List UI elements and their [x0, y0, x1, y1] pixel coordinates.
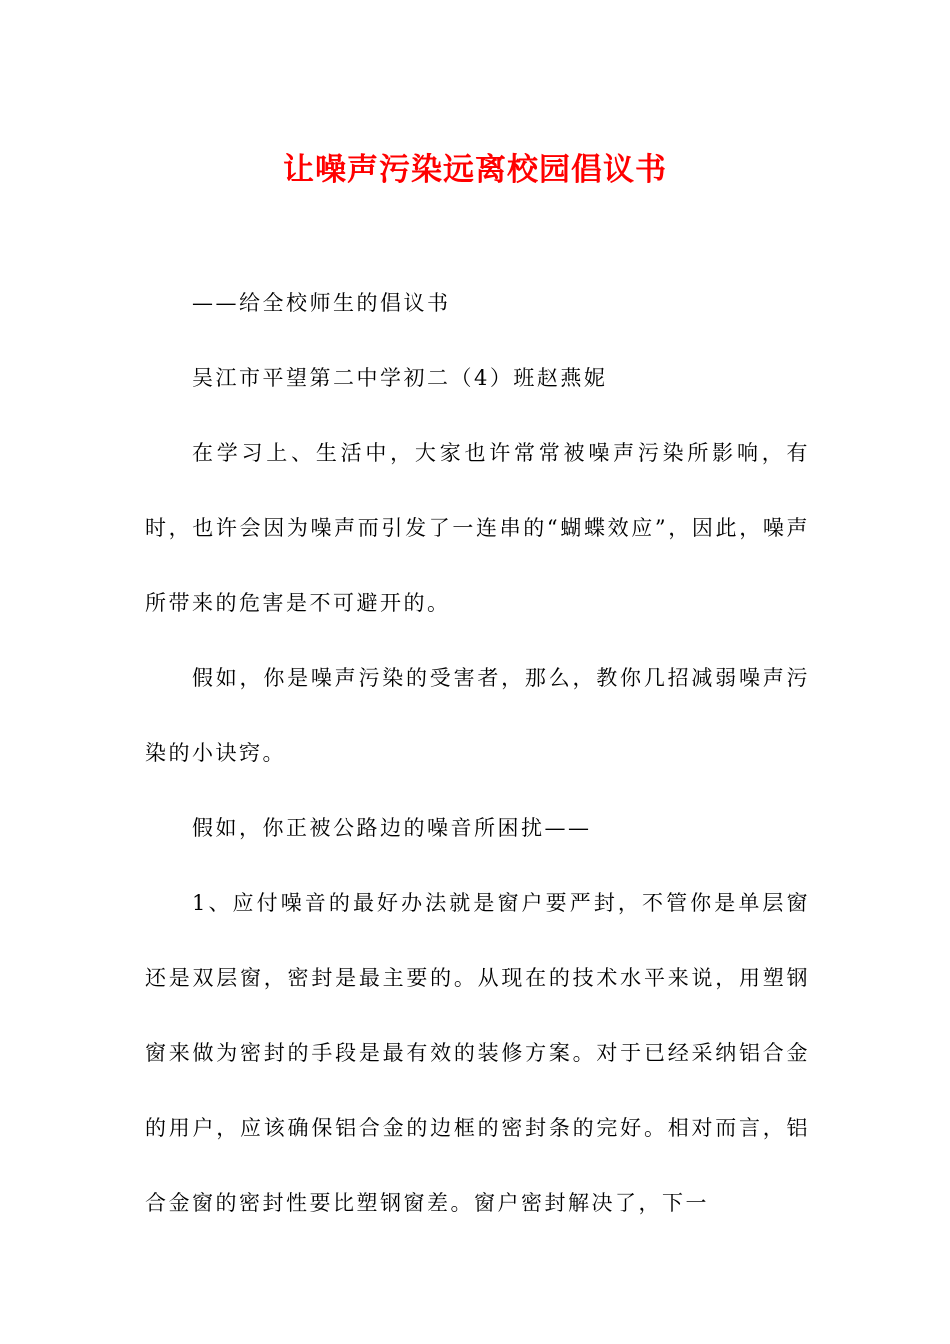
subtitle-paragraph: ——给全校师生的倡议书: [192, 291, 451, 315]
body-paragraph: 假如，你是噪声污染的受害者，那么，教你几招减弱噪声污染的小诀窍。: [145, 666, 810, 765]
document-title: 让噪声污染远离校园倡议书: [283, 152, 667, 188]
body-paragraph: 在学习上、生活中，大家也许常常被噪声污染所影响，有时，也许会因为噪声而引发了一连串的“蝴蝶效应”，因此，噪声所带来的危害是不可避开的。: [145, 441, 810, 615]
body-paragraph: 假如，你正被公路边的噪音所困扰——: [192, 816, 592, 840]
body-paragraph: 1、应付噪音的最好办法就是窗户要严封，不管你是单层窗还是双层窗，密封是最主要的。从现在的技术水平来说，用塑钢窗来做为密封的手段是最有效的装修方案。对于已经采纳铝合金的用户，应该确保铝合金的边框的密封条的完好。相对而言，铝合金窗的密封性要比塑钢窗差。窗户密封解决了，下一: [145, 891, 810, 1215]
author-paragraph: 吴江市平望第二中学初二（4）班赵燕妮: [192, 366, 608, 390]
document-body: [145, 266, 810, 1241]
